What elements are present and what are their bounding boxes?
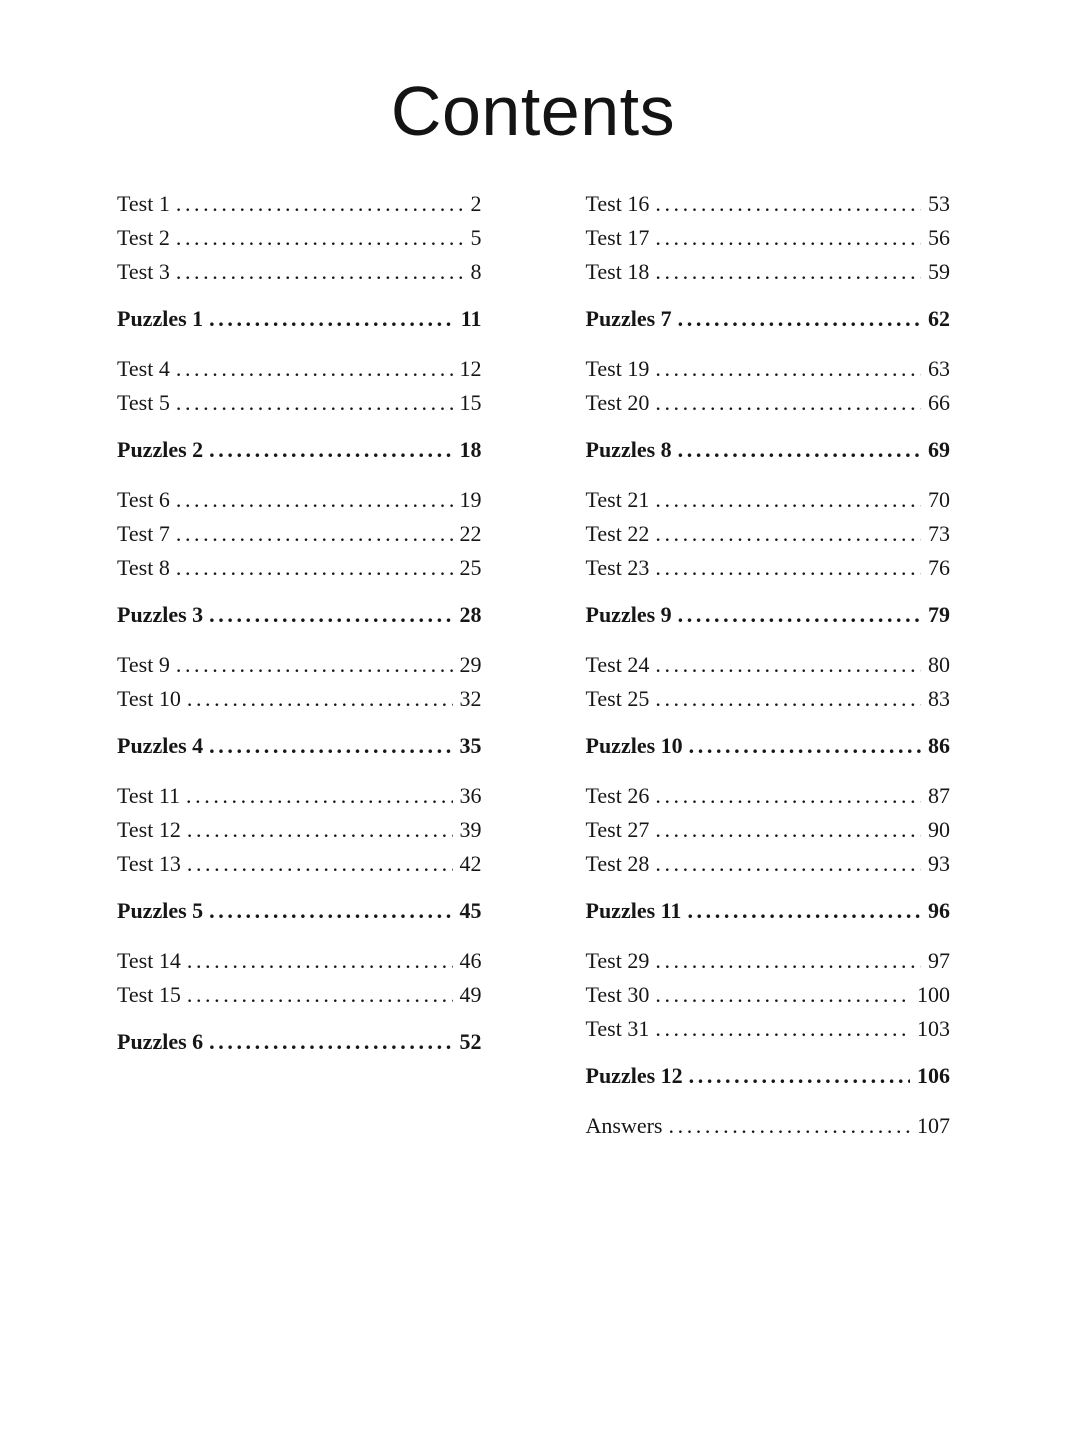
toc-page-number: 46 [459,948,482,973]
toc-entry-label: Test 9 [117,652,170,677]
toc-page-number: 59 [928,259,950,284]
dot-leader [655,847,921,881]
toc-entry-row [117,386,482,420]
toc-entry-label: Test 19 [585,356,650,381]
toc-page-number: 63 [928,356,950,381]
toc-entry-label: Test 25 [585,686,650,711]
dot-leader [176,551,453,585]
toc-section-row [586,894,951,928]
dot-leader [209,598,452,632]
toc-page-number: 25 [459,555,482,580]
dot-leader [186,779,452,813]
dot-leader [655,1012,910,1046]
toc-entry-label: Puzzles 2 [117,437,204,462]
dot-leader [176,255,464,289]
toc-entry-row [117,483,482,517]
toc-page-number: 96 [928,898,950,923]
toc-page-number: 62 [928,306,950,331]
toc-entry-row [117,779,482,813]
toc-page-number: 106 [917,1063,950,1088]
toc-entry-row [117,944,482,978]
toc-entry-row [586,978,951,1012]
toc-entry-label: Puzzles 9 [585,602,672,627]
toc-page-number: 53 [928,191,950,216]
dot-leader [209,433,452,467]
toc-entry-row [117,187,482,221]
dot-leader [655,352,921,386]
toc-page-number: 12 [459,356,482,381]
toc-entry-row [117,221,482,255]
toc-entry-label: Test 1 [117,191,170,216]
toc-entry-label: Puzzles 10 [585,733,683,758]
toc-section-row [117,302,482,336]
dot-leader [687,894,921,928]
toc-entry-row [117,517,482,551]
toc-entry-label: Test 30 [585,982,650,1007]
toc-columns [117,187,950,1143]
toc-entry-label: Test 17 [585,225,650,250]
toc-entry-label: Test 2 [117,225,170,250]
dot-leader [209,894,452,928]
toc-page-number: 73 [928,521,950,546]
toc-page-number: 18 [459,437,482,462]
toc-entry-label: Test 24 [585,652,650,677]
toc-entry-label: Test 10 [117,686,181,711]
toc-entry-label: Puzzles 4 [117,733,204,758]
dot-leader [176,386,453,420]
toc-entry-label: Puzzles 7 [585,306,672,331]
toc-page-number: 100 [917,982,950,1007]
toc-entry-row [586,551,951,585]
dot-leader [187,978,453,1012]
dot-leader [209,729,452,763]
toc-entry-label: Test 22 [585,521,650,546]
toc-entry-label: Test 23 [585,555,650,580]
toc-page-number: 2 [470,191,482,216]
toc-entry-row [586,517,951,551]
toc-page-number: 15 [459,390,482,415]
toc-entry-row [586,813,951,847]
toc-page-number: 80 [928,652,950,677]
toc-page-number: 107 [917,1113,950,1138]
toc-entry-label: Test 14 [117,948,181,973]
toc-page-number: 19 [459,487,482,512]
toc-page-number: 76 [928,555,950,580]
dot-leader [689,1059,910,1093]
toc-section-row [586,598,951,632]
toc-section-row [117,1025,482,1059]
dot-leader [187,847,453,881]
dot-leader [678,433,921,467]
toc-entry-row [117,682,482,716]
dot-leader [655,944,921,978]
toc-entry-label: Test 16 [585,191,650,216]
toc-entry-row [117,352,482,386]
dot-leader [176,352,453,386]
toc-page-number: 35 [459,733,482,758]
toc-section-row [117,729,482,763]
dot-leader [209,302,454,336]
toc-entry-label: Test 8 [117,555,170,580]
toc-entry-row [117,648,482,682]
toc-entry-label: Test 20 [585,390,650,415]
toc-entry-label: Test 12 [117,817,181,842]
toc-entry-label: Test 13 [117,851,181,876]
toc-entry-row [117,978,482,1012]
toc-entry-label: Test 11 [117,783,181,808]
toc-page-number: 97 [928,948,950,973]
toc-entry-label: Test 31 [585,1016,650,1041]
toc-page-number: 11 [460,306,482,331]
toc-entry-label: Puzzles 8 [585,437,672,462]
toc-entry-row [586,944,951,978]
dot-leader [187,944,453,978]
toc-section-row [586,729,951,763]
toc-entry-label: Test 6 [117,487,170,512]
toc-page-number: 29 [459,652,482,677]
toc-page-number: 103 [917,1016,950,1041]
dot-leader [655,813,921,847]
toc-page-number: 52 [459,1029,482,1054]
toc-page-number: 69 [928,437,950,462]
toc-page-number: 22 [459,521,482,546]
dot-leader [176,187,464,221]
toc-column-right [586,187,951,1143]
toc-page-number: 93 [928,851,950,876]
dot-leader [176,648,453,682]
dot-leader [187,682,453,716]
toc-page-number: 28 [459,602,482,627]
toc-entry-label: Test 3 [117,259,170,284]
dot-leader [655,221,921,255]
toc-page-number: 8 [470,259,482,284]
toc-entry-row [117,551,482,585]
dot-leader [655,483,921,517]
dot-leader [655,648,921,682]
toc-page-number: 36 [459,783,482,808]
dot-leader [655,978,910,1012]
dot-leader [176,517,453,551]
toc-entry-label: Puzzles 1 [117,306,204,331]
dot-leader [655,551,921,585]
toc-page-number: 79 [928,602,950,627]
toc-entry-row [586,255,951,289]
toc-page-number: 90 [928,817,950,842]
toc-section-row [117,433,482,467]
toc-page-number: 39 [459,817,482,842]
dot-leader [209,1025,452,1059]
toc-entry-label: Puzzles 11 [585,898,682,923]
toc-page-number: 45 [459,898,482,923]
toc-entry-label: Test 15 [117,982,181,1007]
toc-entry-row [586,187,951,221]
dot-leader [689,729,921,763]
toc-column-left [117,187,482,1143]
dot-leader [678,302,921,336]
toc-entry-row [117,847,482,881]
toc-entry-label: Test 28 [585,851,650,876]
toc-entry-row [586,1012,951,1046]
toc-entry-row [586,1109,951,1143]
toc-entry-label: Puzzles 5 [117,898,204,923]
toc-page-number: 83 [928,686,950,711]
page-title: Contents [390,72,676,150]
dot-leader [187,813,453,847]
toc-entry-row [117,813,482,847]
toc-entry-label: Puzzles 3 [117,602,204,627]
toc-section-row [586,433,951,467]
toc-section-row [117,598,482,632]
dot-leader [655,517,921,551]
toc-entry-row [586,682,951,716]
toc-entry-row [117,255,482,289]
dot-leader [176,483,453,517]
toc-entry-row [586,352,951,386]
toc-entry-row [586,779,951,813]
dot-leader [176,221,464,255]
toc-entry-row [586,386,951,420]
dot-leader [655,187,921,221]
toc-page-number: 5 [470,225,482,250]
toc-page-number: 32 [459,686,482,711]
toc-entry-row [586,221,951,255]
toc-entry-label: Test 7 [117,521,170,546]
toc-page-number: 56 [928,225,950,250]
toc-page-number: 70 [928,487,950,512]
toc-section-row [586,1059,951,1093]
toc-entry-label: Test 29 [585,948,650,973]
dot-leader [669,1109,911,1143]
toc-page-number: 42 [459,851,482,876]
dot-leader [655,386,921,420]
toc-entry-label: Test 26 [585,783,650,808]
toc-page-number: 49 [459,982,482,1007]
toc-entry-label: Test 5 [117,390,170,415]
toc-entry-label: Puzzles 12 [585,1063,683,1088]
contents-page [0,72,1066,1143]
toc-entry-label: Test 21 [585,487,650,512]
toc-section-row [586,302,951,336]
toc-entry-row [586,483,951,517]
toc-section-row [117,894,482,928]
toc-page-number: 66 [928,390,950,415]
toc-page-number: 87 [928,783,950,808]
dot-leader [655,779,921,813]
toc-page-number: 86 [928,733,950,758]
toc-entry-label: Puzzles 6 [117,1029,204,1054]
toc-entry-row [586,847,951,881]
toc-entry-label: Test 18 [585,259,650,284]
dot-leader [678,598,921,632]
toc-entry-label: Test 27 [585,817,650,842]
dot-leader [655,682,921,716]
toc-entry-row [586,648,951,682]
dot-leader [655,255,921,289]
toc-entry-label: Answers [585,1113,663,1138]
toc-entry-label: Test 4 [117,356,170,381]
